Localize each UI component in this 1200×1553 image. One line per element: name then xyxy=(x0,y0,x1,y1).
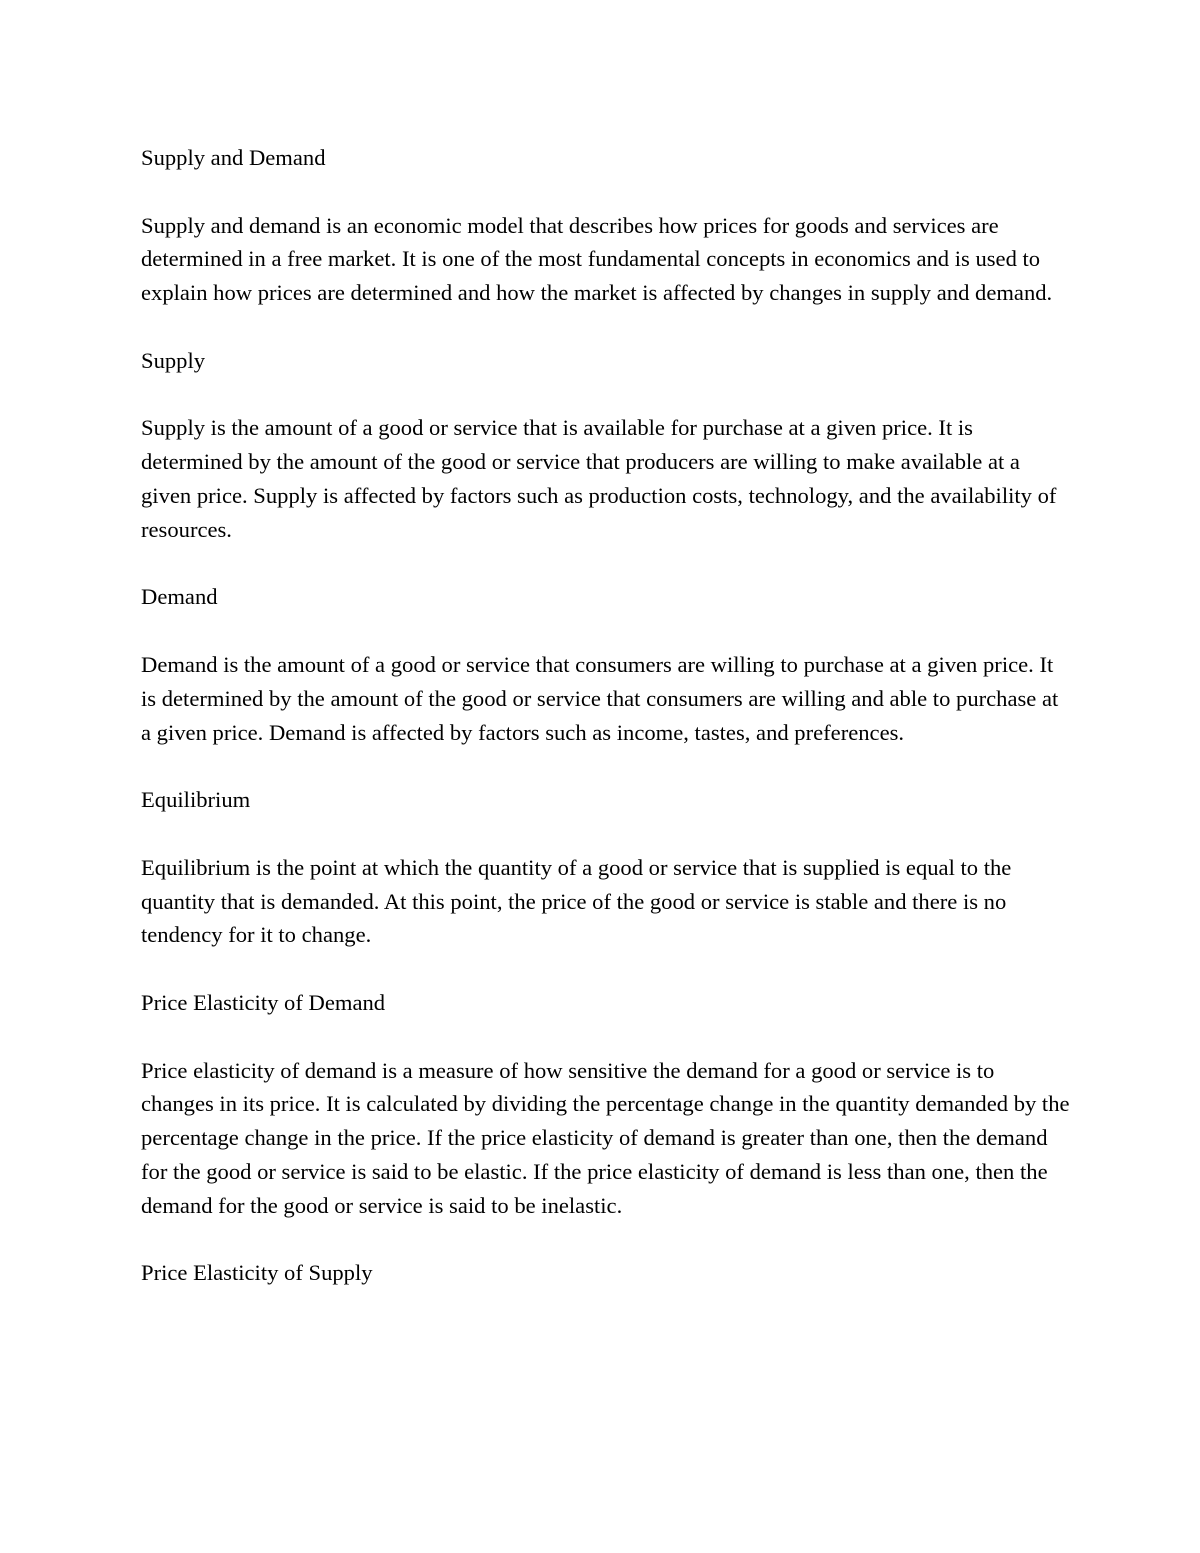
section-body-equilibrium: Equilibrium is the point at which the quantity of a good or service that is supplied is equal to the quantity that is demanded. At this point, the price of the good or service is stable and there is no tendency for it to change. xyxy=(141,854,1012,948)
section-heading-price-elasticity-of-demand: Price Elasticity of Demand xyxy=(141,989,386,1015)
section-body-supply: Supply is the amount of a good or service that is available for purchase at a given price. It is determined by the amount of the good or service that producers are willing to make available at a given price. Supply is affected by factors such as production costs, technology, and the availability of resources. xyxy=(141,415,1057,542)
intro-paragraph: Supply and demand is an economic model that describes how prices for goods and services are determined in a free market. It is one of the most fundamental concepts in economics and is used to explain how prices are determined and how the market is affected by changes in supply and demand. xyxy=(141,212,1053,306)
section-heading-price-elasticity-of-supply: Price Elasticity of Supply xyxy=(141,1260,373,1286)
document-title: Supply and Demand xyxy=(141,145,326,170)
section-heading-equilibrium: Equilibrium xyxy=(141,787,251,813)
section-body-demand: Demand is the amount of a good or service that consumers are willing to purchase at a given price. It is determined by the amount of the good or service that consumers are willing and able to purchase at a given price. Demand is affected by factors such as income, tastes, and preferences. xyxy=(141,651,1059,745)
section-heading-supply: Supply xyxy=(141,347,206,373)
section-body-price-elasticity-of-demand: Price elasticity of demand is a measure of how sensitive the demand for a good or service is to changes in its price. It is calculated by dividing the percentage change in the quantity demanded by the percentage change in the price. If the price elasticity of demand is greater than one, then the demand for the good or service is said to be elastic. If the price elasticity of demand is less than one, then the demand for the good or service is said to be inelastic. xyxy=(141,1057,1070,1218)
document-body xyxy=(141,141,1071,1290)
section-heading-demand: Demand xyxy=(141,584,218,610)
